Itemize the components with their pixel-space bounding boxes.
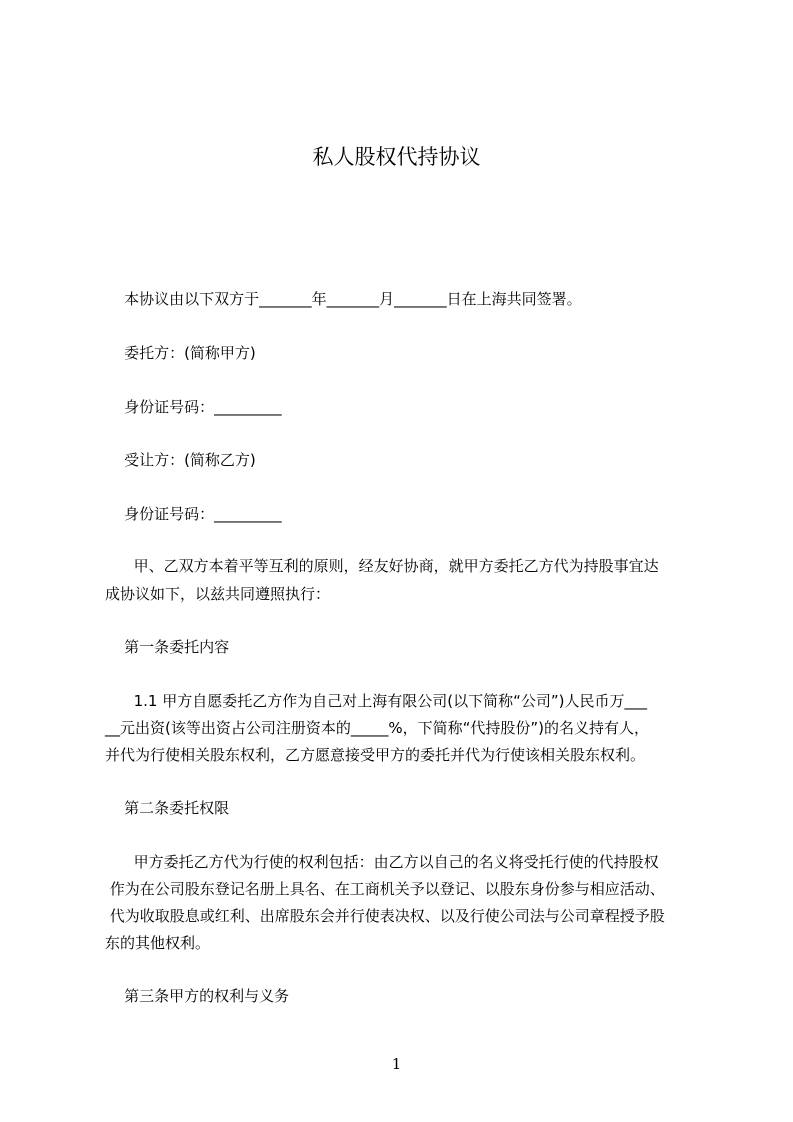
article-2-line-1: 甲方委托乙方代为行使的权利包括：由乙方以自己的名义将受托行使的代持股权 <box>105 853 659 871</box>
party-b-id-line: 身份证号码：_________ <box>105 505 282 523</box>
article-1-heading: 第一条委托内容 <box>105 638 230 656</box>
article-3-heading: 第三条甲方的权利与义务 <box>105 987 290 1005</box>
clause-1-1-line-2: __元出资(该等出资占公司注册资本的_____%，下简称“代持股份”)的名义持有人， <box>105 719 650 737</box>
article-2-line-2: 作为在公司股东登记名册上具名、在工商机关予以登记、以股东身份参与相应活动、 <box>105 880 665 898</box>
clause-1-1-line-3: 并代为行使相关股东权利，乙方愿意接受甲方的委托并代为行使该相关股东权利。 <box>105 746 646 764</box>
party-a-id-line: 身份证号码：_________ <box>105 398 282 416</box>
intro-paragraph: 本协议由以下双方于_______年_______月_______日在上海共同签署。 <box>105 290 582 308</box>
preamble-line-1: 甲、乙双方本着平等互利的原则，经友好协商，就甲方委托乙方代为持股事宜达 <box>105 557 659 575</box>
document-title: 私人股权代持协议 <box>312 145 481 169</box>
article-2-line-3: 代为收取股息或红利、出席股东会并行使表决权、以及行使公司法与公司章程授予股 <box>105 907 665 925</box>
party-a-line: 委托方：(简称甲方) <box>105 344 256 362</box>
article-2-heading: 第二条委托权限 <box>105 799 230 817</box>
page-number: 1 <box>391 1055 402 1073</box>
clause-1-1-line-1: 1.1 甲方自愿委托乙方作为自己对上海有限公司(以下简称“公司”)人民币万___ <box>105 692 647 710</box>
article-2-line-4: 东的其他权利。 <box>105 934 211 952</box>
party-b-line: 受让方：(简称乙方) <box>105 451 256 469</box>
preamble-line-2: 成协议如下，以兹共同遵照执行： <box>105 585 331 603</box>
